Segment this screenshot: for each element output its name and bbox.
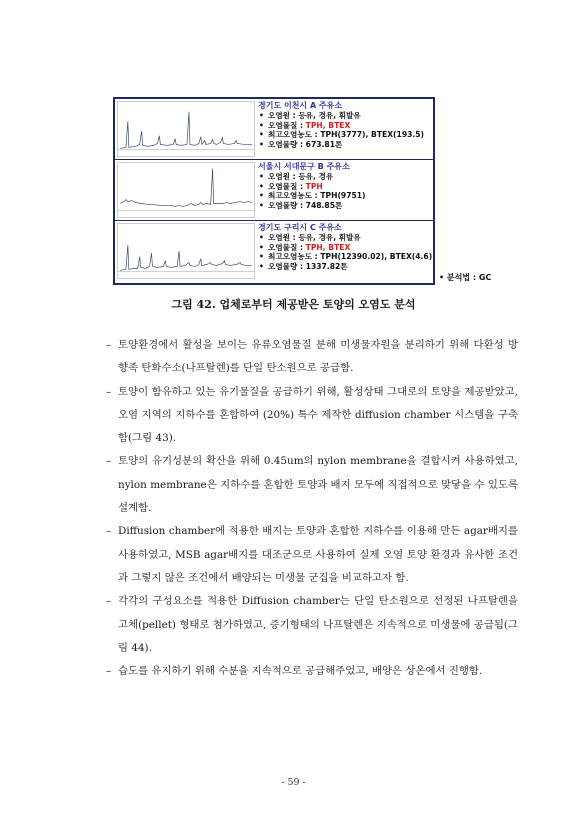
page-number: - 59 -: [281, 777, 306, 788]
detail-value: TPH(12390.02), BTEX(4.6): [320, 252, 433, 262]
paragraph-5: [106, 590, 518, 660]
dash-marker: –: [106, 525, 112, 538]
chromatogram-a-graph: [118, 102, 254, 156]
panel-b-info: [258, 162, 432, 219]
paragraph-2: [106, 381, 518, 451]
contaminated-amount: [258, 201, 432, 211]
paragraph-1: [106, 334, 518, 381]
pollutants: [258, 182, 432, 192]
paragraph-text: Diffusion chamber에 적용한 배지는 토양과 혼합한 지하수를 이용해 만든 agar배지를 사용하였고, MSB agar배지를 대조군으로 사용하여 실제 오염 토양 환경과 유사한 조건과 그렇지 않은 조건에서 배양되는 미생물 군집을 비교하고자 함.: [118, 525, 518, 584]
body-text: [106, 334, 518, 683]
figure-caption: 그림 42. 업체로부터 제공받은 토양의 오염도 분석: [171, 298, 416, 311]
detail-label: 최고오염농도 :: [268, 191, 321, 201]
paragraph-text: 습도를 유지하기 위해 수분을 지속적으로 공급해주었고, 배양은 상온에서 진행함.: [118, 665, 483, 678]
detail-value: 등유, 경유, 휘발유: [298, 111, 361, 120]
detail-label: 최고오염농도 :: [268, 130, 321, 140]
contaminated-amount: [258, 140, 432, 150]
panel-b: [115, 160, 433, 221]
detail-value: 1337.82톤: [305, 261, 348, 271]
detail-value: TPH(3777), BTEX(193.5): [320, 130, 425, 140]
chromatogram-a: [117, 101, 255, 157]
dash-marker: –: [106, 595, 112, 608]
detail-label: 오염원 :: [268, 172, 299, 181]
pollutants: [258, 121, 432, 131]
dash-marker: –: [106, 385, 112, 398]
pollution-source: [258, 172, 432, 182]
dash-marker: –: [106, 339, 112, 351]
detail-label: 최고오염농도 :: [268, 252, 321, 262]
pollution-source: [258, 233, 432, 243]
detail-label: 오염물량 :: [268, 261, 306, 271]
detail-value: TPH, BTEX: [305, 242, 351, 252]
chromatogram-b: [117, 162, 255, 218]
detail-label: 오염물질 :: [268, 242, 306, 252]
panel-a-info: [258, 101, 432, 158]
site-title-a: 경기도 이천시 A 주유소: [258, 101, 343, 110]
detail-value: 등유, 경유: [298, 172, 334, 181]
max-concentration: [258, 252, 432, 262]
detail-label: 오염물질 :: [268, 120, 306, 130]
detail-label: 오염물량 :: [268, 139, 306, 149]
pollution-source: [258, 111, 432, 121]
detail-label: 오염원 :: [268, 233, 299, 242]
detail-value: 673.81톤: [305, 139, 343, 149]
chromatogram-c: [117, 223, 255, 279]
max-concentration: [258, 130, 432, 140]
detail-value: TPH: [305, 181, 323, 191]
chromatogram-figure: [113, 97, 435, 285]
site-c-details: [258, 233, 432, 271]
site-b-details: [258, 172, 432, 210]
site-title-c: 경기도 구리시 C 주유소: [258, 223, 342, 232]
paragraph-text: 토양환경에서 활성을 보이는 유류오염물질 분해 미생물자원을 분리하기 위해 다환성 방향족 탄화수소(나프탈렌)를 단일 탄소원으로 공급함.: [118, 339, 518, 375]
paragraph-text: 각각의 구성요소를 적용한 Diffusion chamber는 단일 탄소원으로 선정된 나프탈렌을 고체(pellet) 형태로 첨가하였고, 증기형태의 나프탈렌은 지속적으로 미생물에 공급됨(그림 44).: [118, 595, 518, 654]
chromatogram-b-graph: [118, 163, 254, 217]
paragraph-6: [106, 660, 518, 683]
detail-label: 오염물질 :: [268, 181, 306, 191]
detail-value: TPH(9751): [320, 191, 366, 201]
paragraph-text: 토양이 함유하고 있는 유기물질을 공급하기 위해, 활성상태 그대로의 토양을 제공받았고, 오염 지역의 지하수를 혼합하여 (20%) 특수 제작한 diffusion chamber 시스템을 구축함(그림 43).: [118, 385, 518, 445]
detail-value: 748.85톤: [305, 200, 343, 210]
analysis-method-note: • 분석법 : GC: [439, 273, 492, 282]
panel-c: [115, 221, 433, 282]
max-concentration: [258, 191, 432, 201]
panel-a: [115, 99, 433, 160]
panel-c-info: [258, 223, 432, 280]
detail-value: TPH, BTEX: [305, 120, 351, 130]
detail-value: 등유, 경유, 휘발유: [298, 233, 361, 242]
site-title-b: 서울시 서대문구 B 주유소: [258, 162, 350, 171]
dash-marker: –: [106, 665, 112, 678]
detail-label: 오염원 :: [268, 111, 299, 120]
paragraph-4: [106, 520, 518, 590]
detail-label: 오염물량 :: [268, 200, 306, 210]
dash-marker: –: [106, 455, 112, 468]
paragraph-text: 토양의 유기성분의 확산을 위해 0.45um의 nylon membrane을 결합시켜 사용하였고, nylon membrane은 지하수를 혼합한 토양과 배지 모두에 직접적으로 맞닿을 수 있도록 설계함.: [118, 455, 518, 515]
contaminated-amount: [258, 262, 432, 272]
chromatogram-c-graph: [118, 224, 254, 278]
paragraph-3: [106, 450, 518, 520]
site-a-details: [258, 111, 432, 149]
pollutants: [258, 243, 432, 253]
